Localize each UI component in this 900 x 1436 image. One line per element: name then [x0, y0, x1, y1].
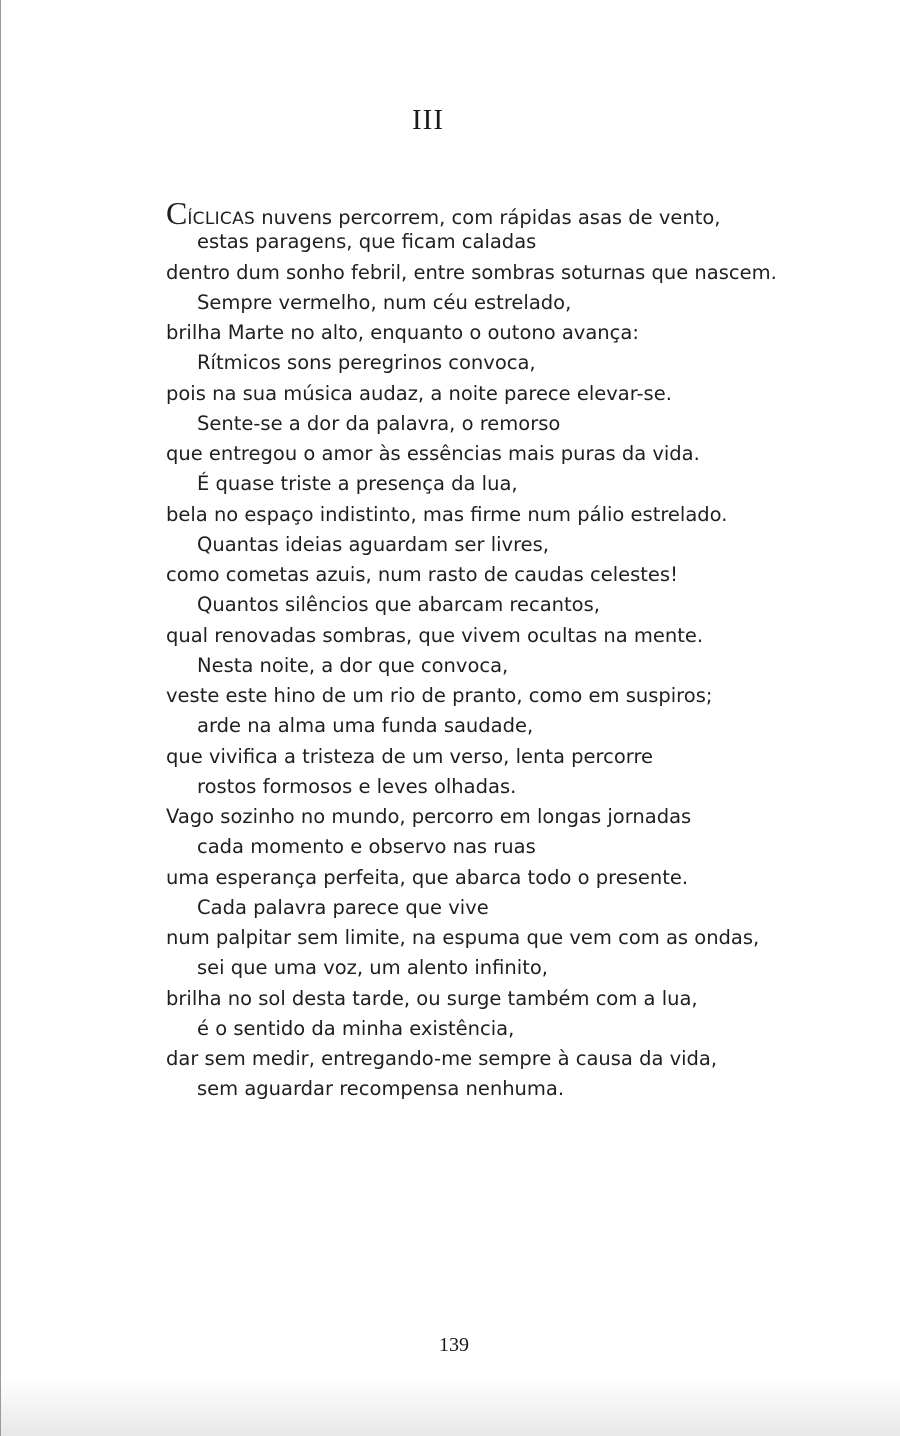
poem-line: Sempre vermelho, num céu estrelado,: [197, 290, 572, 314]
poem-line: cada momento e observo nas ruas: [197, 835, 536, 859]
bottom-shadow: [1, 1376, 900, 1436]
poem-line-first: [166, 195, 866, 231]
poem-line: arde na alma uma funda saudade,: [197, 714, 534, 738]
poem-body: [166, 197, 866, 1105]
poem-line: Cada palavra parece que vive: [197, 895, 489, 919]
first-word-smallcaps: ÍCLICAS: [187, 209, 256, 229]
poem-line: rostos formosos e leves olhadas.: [197, 774, 517, 798]
poem-line: brilha no sol desta tarde, ou surge também com a lua,: [166, 986, 698, 1010]
poem-line: Rítmicos sons peregrinos convoca,: [197, 351, 536, 375]
poem-line: Quantas ideias aguardam ser livres,: [197, 532, 550, 556]
poem-line: Quantos silêncios que abarcam recantos,: [197, 593, 600, 617]
poem-line: Nesta noite, a dor que convoca,: [197, 653, 509, 677]
poem-line: uma esperança perfeita, que abarca todo o presente.: [166, 865, 689, 889]
section-heading: III: [412, 104, 444, 136]
poem-line: que entregou o amor às essências mais puras da vida.: [166, 442, 700, 465]
poem-line: Vago sozinho no mundo, percorro em longas jornadas: [166, 805, 692, 828]
poem-line: dar sem medir, entregando-me sempre à causa da vida,: [166, 1047, 718, 1070]
poem-line: brilha Marte no alto, enquanto o outono avança:: [166, 321, 639, 344]
poem-line: É quase triste a presença da lua,: [197, 472, 518, 496]
poem-line: estas paragens, que ficam caladas: [197, 230, 537, 254]
poem-line: como cometas azuis, num rasto de caudas celestes!: [166, 563, 678, 586]
page-number: 139: [439, 1334, 469, 1356]
poem-line: num palpitar sem limite, na espuma que vem com as ondas,: [166, 926, 760, 949]
poem-line: pois na sua música audaz, a noite parece elevar-se.: [166, 381, 672, 405]
poem-line: dentro dum sonho febril, entre sombras soturnas que nascem.: [166, 260, 777, 284]
first-line-text: nuvens percorrem, com rápidas asas de vento,: [255, 206, 721, 229]
poem-line: é o sentido da minha existência,: [197, 1016, 515, 1040]
poem-line: que vivifica a tristeza de um verso, lenta percorre: [166, 744, 654, 768]
poem-line: sem aguardar recompensa nenhuma.: [197, 1077, 565, 1101]
poem-line: qual renovadas sombras, que vivem ocultas na mente.: [166, 623, 704, 647]
poem-line: bela no espaço indistinto, mas firme num pálio estrelado.: [166, 502, 728, 526]
poem-line: sei que uma voz, um alento infinito,: [197, 956, 548, 980]
poem-line: Sente-se a dor da palavra, o remorso: [197, 411, 561, 435]
poem-line: veste este hino de um rio de pranto, como em suspiros;: [166, 684, 713, 707]
initial-capital: C: [166, 195, 188, 231]
